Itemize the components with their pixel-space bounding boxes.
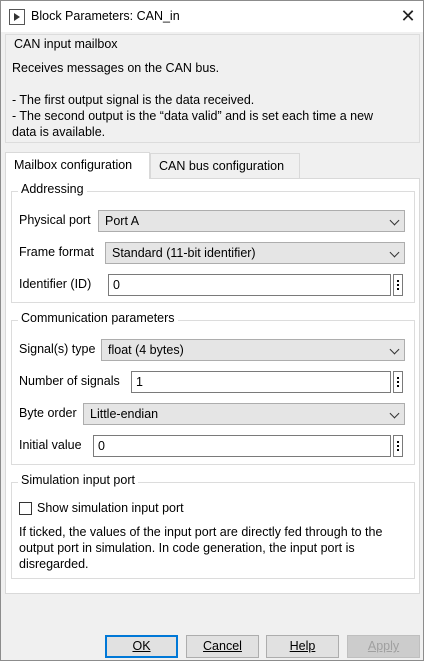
frame-format-value: Standard (11-bit identifier) (112, 246, 256, 260)
tab-mailbox-configuration[interactable]: Mailbox configuration (5, 152, 150, 179)
physical-port-label: Physical port (19, 213, 91, 227)
frame-format-select[interactable] (105, 242, 405, 264)
addressing-group (11, 182, 415, 303)
cancel-button[interactable] (186, 635, 259, 658)
frame-format-label: Frame format (19, 245, 95, 259)
ok-button-label: OK (132, 639, 151, 653)
simulation-port-checkbox[interactable] (19, 502, 32, 515)
simulation-port-checkbox-label[interactable]: Show simulation input port (37, 501, 184, 515)
chevron-down-icon (390, 248, 400, 258)
cancel-button-label: Cancel (203, 639, 242, 653)
more-options-icon[interactable] (393, 435, 403, 457)
num-signals-field[interactable]: 1 (131, 371, 391, 393)
description-line: - The second output is the “data valid” and is set each time a new (12, 109, 374, 123)
addressing-title: Addressing (18, 182, 87, 196)
ok-button[interactable] (105, 635, 178, 658)
tab-panel-mailbox (5, 178, 420, 594)
identifier-field[interactable]: 0 (108, 274, 391, 296)
title-bar (1, 1, 423, 32)
help-button[interactable] (266, 635, 339, 658)
signal-type-select[interactable] (101, 339, 405, 361)
description-line: data is available. (12, 125, 106, 139)
signal-type-value: float (4 bytes) (108, 343, 184, 357)
physical-port-value: Port A (105, 214, 140, 228)
simulation-help-text: output port in simulation. In code generation, the input port is (19, 541, 355, 555)
close-icon[interactable]: ✕ (400, 6, 416, 26)
simulation-group (11, 473, 415, 579)
simulation-help-text: If ticked, the values of the input port are directly fed through to the (19, 525, 383, 539)
physical-port-select[interactable] (98, 210, 405, 232)
num-signals-label: Number of signals (19, 374, 120, 388)
tab-strip (5, 153, 420, 179)
help-button-label: Help (289, 639, 316, 653)
chevron-down-icon (390, 345, 400, 355)
tab-can-bus-configuration[interactable]: CAN bus configuration (150, 153, 300, 178)
simulation-title: Simulation input port (18, 473, 138, 487)
byte-order-select[interactable] (83, 403, 405, 425)
simulation-help-text: disregarded. (19, 557, 89, 571)
description-heading: CAN input mailbox (14, 37, 118, 51)
byte-order-label: Byte order (19, 406, 77, 420)
chevron-down-icon (390, 216, 400, 226)
chevron-down-icon (390, 409, 400, 419)
simulink-block-icon (9, 9, 25, 25)
signal-type-label: Signal(s) type (19, 342, 96, 356)
window-title: Block Parameters: CAN_in (31, 9, 180, 23)
apply-button[interactable] (347, 635, 420, 658)
initial-value-label: Initial value (19, 438, 82, 452)
communication-title: Communication parameters (18, 311, 178, 325)
more-options-icon[interactable] (393, 274, 403, 296)
initial-value-field[interactable]: 0 (93, 435, 391, 457)
communication-group (11, 311, 415, 465)
more-options-icon[interactable] (393, 371, 403, 393)
identifier-label: Identifier (ID) (19, 277, 92, 291)
description-line: Receives messages on the CAN bus. (12, 61, 220, 75)
apply-button-label: Apply (367, 639, 400, 653)
description-line: - The first output signal is the data received. (12, 93, 255, 107)
byte-order-value: Little-endian (90, 407, 159, 421)
